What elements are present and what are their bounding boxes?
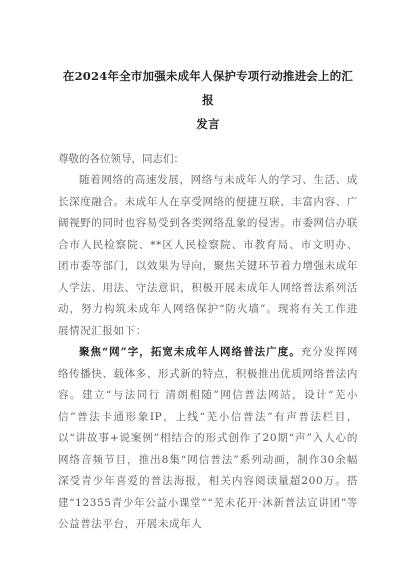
section-1-text: 充分发挥网络传播快、载体多、形式新的特点，积极推出优质网络普法内容。建立“与法同行 清朗相随”网信普法网站，设计“芜小信”普法卡通形象IP，上线“芜小信普法”有声普法栏目，以“讲故事+说案例”相结合的形式创作了20期“声”入人心的网络音频节目，推出8集“网信普法”系列动画，制作30余幅深受青少年喜爱的普法海报，相关内容阅读量超200万。搭建“12355青少年公益小课堂”“芜未花开·沐新普法宣讲团”等公益普法平台，开展未成年人 xyxy=(58,346,359,530)
paragraph-section-1 xyxy=(58,342,358,536)
title-line-2: 发言 xyxy=(196,117,220,131)
paragraph-intro-text: 随着网络的高速发展，网络与未成年人的学习、生活、成长深度融合。未成年人在享受网络的便捷互联、丰富内容、广阔视野的同时也容易受到各类网络乱象的侵害。市委网信办联合市人民检察院、**区人民检察院、市教育局、市文明办、团市委等部门，以效果为导向，聚焦关键环节着力增强未成年人学法、用法、守法意识，积极开展未成年人网络普法系列活动，努力构筑未成年人网络保护“防火墙”。现将有关工作进展情况汇报如下： xyxy=(58,174,358,337)
document-title xyxy=(58,64,358,136)
title-line-1: 在2024年全市加强未成年人保护专项行动推进会上的汇报 xyxy=(62,69,354,107)
paragraph-intro xyxy=(58,170,358,342)
section-1-heading: 聚焦“网”字，拓宽未成年人网络普法广度。 xyxy=(79,346,301,358)
salutation: 尊敬的各位领导，同志们： xyxy=(58,153,184,165)
